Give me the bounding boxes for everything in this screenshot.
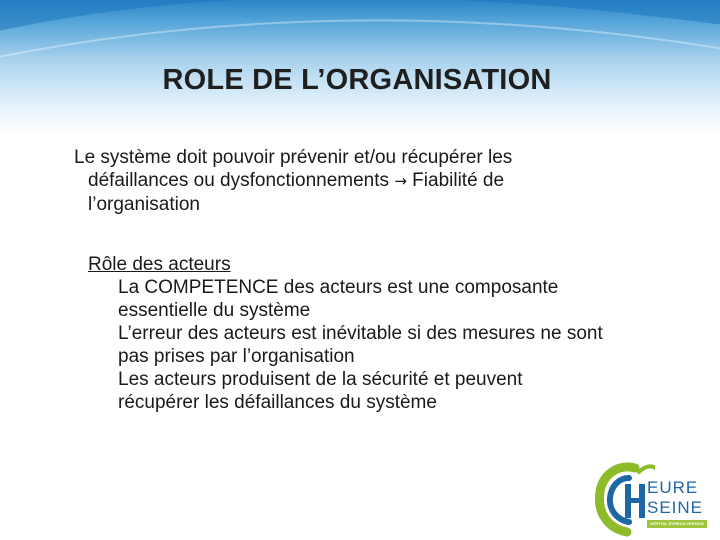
bullet-3-line-2: récupérer les défaillances du système [118, 392, 437, 413]
bullet-3-line-1: Les acteurs produisent de la sécurité et peuvent [118, 369, 523, 390]
intro-paragraph [74, 146, 694, 216]
actors-section [88, 253, 708, 414]
logo-word-eure: EURE [647, 478, 699, 497]
intro-line-3: l’organisation [88, 194, 200, 215]
slide-title: ROLE DE L’ORGANISATION [162, 64, 552, 96]
bullet-1-line-2: essentielle du système [118, 300, 311, 321]
bullet-2-line-2: pas prises par l’organisation [118, 346, 355, 367]
intro-line-2 [74, 169, 694, 193]
intro-line-1: Le système doit pouvoir prévenir et/ou récupérer les [74, 147, 513, 168]
arrow-icon: → [394, 172, 407, 190]
bullet-2-line-1: L’erreur des acteurs est inévitable si des mesures ne sont [118, 323, 603, 344]
intro-line-2-text-end: Fiabilité de [406, 170, 505, 191]
section-heading: Rôle des acteurs [88, 254, 231, 275]
bullet-1-line-1: La COMPETENCE des acteurs est une composante [118, 277, 559, 298]
logo-subtitle: HÔPITAL EVREUX-VERNON [647, 520, 707, 528]
logo-word-seine: SEINE [647, 498, 704, 517]
hospital-logo [595, 462, 717, 540]
intro-line-2-text: défaillances ou dysfonctionnements [88, 170, 395, 191]
logo-ch-mark-icon [595, 462, 655, 540]
